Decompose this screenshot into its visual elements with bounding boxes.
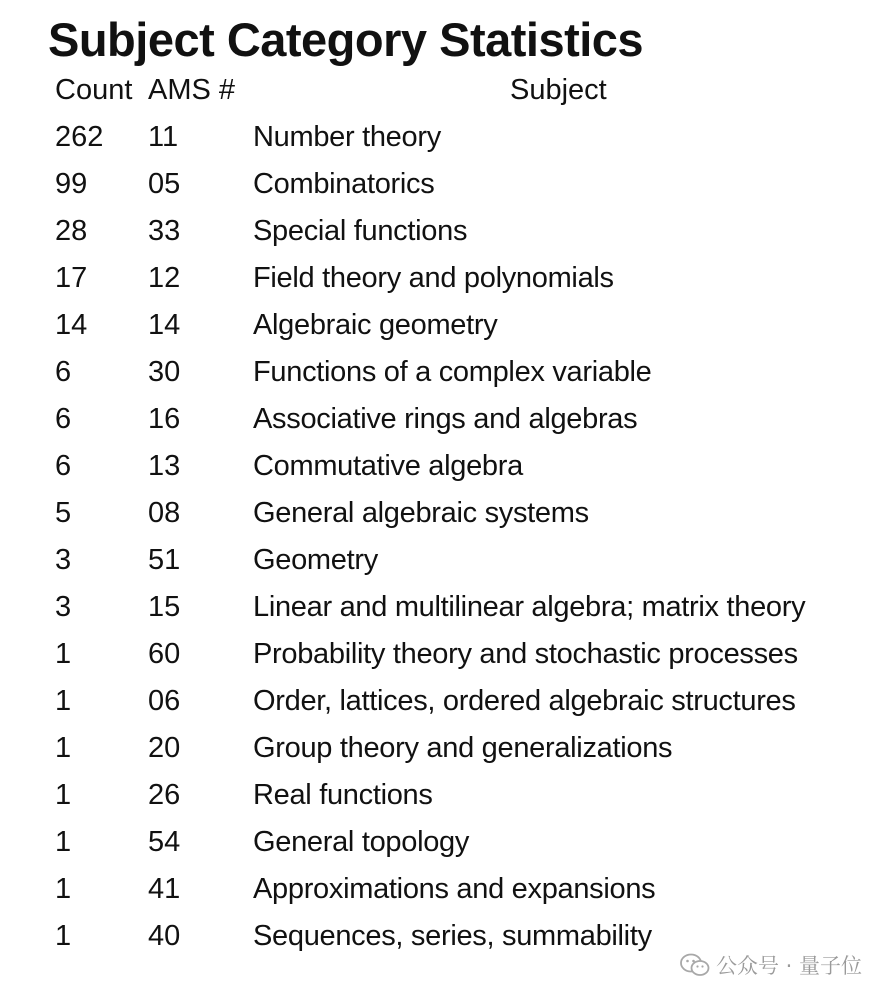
table-row [55, 497, 885, 544]
row-subject: Sequences, series, summability [253, 920, 652, 952]
table-row [55, 450, 885, 497]
row-count: 1 [55, 732, 72, 764]
row-ams-number: 13 [148, 450, 181, 482]
row-subject: Probability theory and stochastic processes [253, 638, 798, 670]
table-row [55, 544, 885, 591]
row-count: 6 [55, 450, 72, 482]
row-subject: Field theory and polynomials [253, 262, 614, 294]
table-body [55, 121, 885, 967]
row-count: 1 [55, 826, 72, 858]
row-ams-number: 26 [148, 779, 181, 811]
table-row [55, 168, 885, 215]
row-subject: Order, lattices, ordered algebraic structures [253, 685, 796, 717]
row-ams-number: 60 [148, 638, 181, 670]
row-count: 262 [55, 121, 104, 153]
row-ams-number: 11 [148, 121, 179, 153]
row-count: 1 [55, 873, 72, 905]
row-count: 6 [55, 403, 72, 435]
row-subject: Functions of a complex variable [253, 356, 652, 388]
row-count: 1 [55, 779, 72, 811]
table-row [55, 732, 885, 779]
row-subject: General algebraic systems [253, 497, 589, 529]
row-count: 3 [55, 544, 72, 576]
row-ams-number: 20 [148, 732, 181, 764]
table-row [55, 403, 885, 450]
row-ams-number: 05 [148, 168, 181, 200]
table-row [55, 591, 885, 638]
row-subject: Linear and multilinear algebra; matrix theory [253, 591, 806, 623]
row-subject: Associative rings and algebras [253, 403, 638, 435]
table-row [55, 309, 885, 356]
row-subject: Commutative algebra [253, 450, 523, 482]
row-subject: Approximations and expansions [253, 873, 656, 905]
row-ams-number: 06 [148, 685, 181, 717]
row-ams-number: 14 [148, 309, 181, 341]
row-count: 14 [55, 309, 88, 341]
row-subject: Group theory and generalizations [253, 732, 673, 764]
row-subject: Real functions [253, 779, 433, 811]
row-ams-number: 30 [148, 356, 181, 388]
row-count: 1 [55, 920, 72, 952]
row-ams-number: 41 [148, 873, 181, 905]
row-ams-number: 54 [148, 826, 181, 858]
page-title: Subject Category Statistics [48, 13, 644, 66]
row-count: 3 [55, 591, 72, 623]
table-row [55, 638, 885, 685]
row-subject: Special functions [253, 215, 468, 247]
table-row [55, 779, 885, 826]
table-row [55, 826, 885, 873]
watermark [680, 950, 862, 980]
row-ams-number: 16 [148, 403, 181, 435]
header-ams: AMS # [148, 74, 236, 106]
table-row [55, 873, 885, 920]
row-ams-number: 51 [148, 544, 181, 576]
table-row [55, 121, 885, 168]
row-count: 5 [55, 497, 72, 529]
row-ams-number: 33 [148, 215, 181, 247]
row-count: 1 [55, 685, 72, 717]
row-subject: Number theory [253, 121, 441, 153]
row-count: 99 [55, 168, 88, 200]
header-subject: Subject [510, 74, 607, 106]
row-subject: Algebraic geometry [253, 309, 498, 341]
row-count: 17 [55, 262, 88, 294]
row-ams-number: 08 [148, 497, 181, 529]
table-row [55, 262, 885, 309]
table-row [55, 215, 885, 262]
watermark-text: 公众号 · 量子位 [715, 954, 862, 978]
row-subject: Combinatorics [253, 168, 435, 200]
table-header [55, 74, 875, 114]
row-count: 28 [55, 215, 88, 247]
table-row [55, 685, 885, 732]
row-count: 1 [55, 638, 72, 670]
table-row [55, 356, 885, 403]
row-subject: General topology [253, 826, 470, 858]
row-ams-number: 15 [148, 591, 181, 623]
row-subject: Geometry [253, 544, 378, 576]
row-count: 6 [55, 356, 72, 388]
wechat-icon [680, 953, 710, 977]
row-ams-number: 40 [148, 920, 181, 952]
row-ams-number: 12 [148, 262, 181, 294]
header-count: Count [55, 74, 133, 106]
